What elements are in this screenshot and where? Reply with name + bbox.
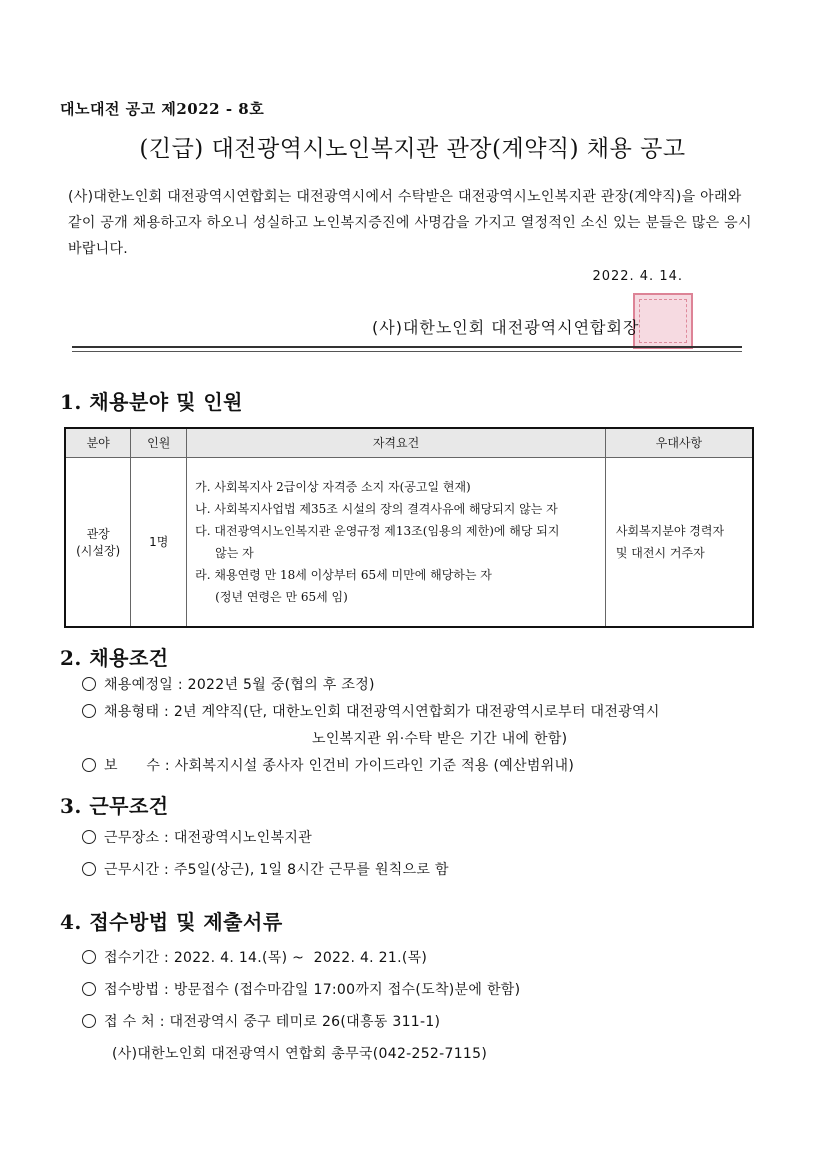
list-item <box>82 974 520 1006</box>
list-item-text: 근무장소 : 대전광역시노인복지관 <box>104 830 313 846</box>
intro-paragraph: (사)대한노인회 대전광역시연합회는 대전광역시에서 수탁받은 대전광역시노인복지관 관장(계약직)을 아래와 같이 공개 채용하고자 하오니 성실하고 노인복지증진에 사명감을 가지고 열정적인 소신 있는 분들은 많은 응시바랍니다. <box>68 189 752 257</box>
field-subname: (시설장) <box>76 543 121 558</box>
field-name: 관장 <box>86 526 110 541</box>
table-header: 인원 <box>131 428 187 457</box>
field-cell <box>65 457 131 627</box>
list-item-text: 근무시간 : 주5일(상근), 1일 8시간 근무를 원칙으로 함 <box>104 862 449 878</box>
requirement-item-continued: (정년 연령은 만 65세 임) <box>215 589 348 604</box>
employment-conditions-list <box>82 672 660 780</box>
preference-text: 및 대전시 거주자 <box>615 545 705 560</box>
table-header: 우대사항 <box>605 428 753 457</box>
table-header-row <box>65 428 753 457</box>
list-item <box>82 854 449 886</box>
requirements-table <box>64 427 754 628</box>
requirement-item: 나. 사회복지사업법 제35조 시설의 장의 결격사유에 해당되지 않는 자 <box>195 501 558 516</box>
preference-cell <box>605 457 753 627</box>
circle-bullet-icon <box>82 982 96 996</box>
list-item-continued: (사)대한노인회 대전광역시 연합회 총무국(042-252-7115) <box>112 1046 488 1062</box>
count-cell: 1명 <box>131 457 187 627</box>
divider-line <box>72 351 742 352</box>
list-item-text: 채용형태 : 2년 계약직(단, 대한노인회 대전광역시연합회가 대전광역시로부터 대전광역시 <box>104 704 660 720</box>
official-seal-icon <box>633 293 693 349</box>
circle-bullet-icon <box>82 704 96 718</box>
circle-bullet-icon <box>82 862 96 876</box>
document-number: 대노대전 공고 제2022 - 8호 <box>60 100 265 118</box>
circle-bullet-icon <box>82 677 96 691</box>
section-title-application-method: 4. 접수방법 및 제출서류 <box>60 910 283 934</box>
list-item-text: 보 수 : 사회복지시설 종사자 인건비 가이드라인 기준 적용 (예산범위내) <box>104 758 575 774</box>
document-title: (긴급) 대전광역시노인복지관 관장(계약직) 채용 공고 <box>139 136 686 162</box>
table-header: 분야 <box>65 428 131 457</box>
signer-name: (사)대한노인회 대전광역시연합회장 <box>372 318 640 337</box>
requirement-item: 가. 사회복지사 2급이상 자격증 소지 자(공고일 현재) <box>195 479 471 494</box>
circle-bullet-icon <box>82 758 96 772</box>
work-conditions-list <box>82 822 449 886</box>
list-item-text: 채용예정일 : 2022년 5월 중(협의 후 조정) <box>104 677 375 693</box>
list-item <box>82 753 660 780</box>
list-item <box>82 699 660 726</box>
list-item-text: 접수방법 : 방문접수 (접수마감일 17:00까지 접수(도착)분에 한함) <box>104 982 521 998</box>
list-item-text: 접 수 처 : 대전광역시 중구 테미로 26(대흥동 311-1) <box>104 1014 441 1030</box>
circle-bullet-icon <box>82 950 96 964</box>
section-title-recruitment-field: 1. 채용분야 및 인원 <box>60 390 244 414</box>
list-item <box>82 672 660 699</box>
table-header: 자격요건 <box>187 428 606 457</box>
requirement-item: 다. 대전광역시노인복지관 운영규정 제13조(임용의 제한)에 해당 되지 <box>195 523 560 538</box>
section-title-employment-conditions: 2. 채용조건 <box>60 646 169 670</box>
section-title-work-conditions: 3. 근무조건 <box>60 794 169 818</box>
preference-text: 사회복지분야 경력자 <box>615 523 725 538</box>
list-item-text: 접수기간 : 2022. 4. 14.(목) ~ 2022. 4. 21.(목) <box>104 950 428 966</box>
circle-bullet-icon <box>82 1014 96 1028</box>
list-item <box>82 942 520 974</box>
application-method-list <box>82 942 520 1070</box>
list-item <box>82 1006 520 1038</box>
table-row <box>65 457 753 627</box>
divider-line <box>72 346 742 348</box>
list-item-continued: 노인복지관 위·수탁 받은 기간 내에 한함) <box>312 731 568 747</box>
requirement-item-continued: 않는 자 <box>215 545 254 560</box>
circle-bullet-icon <box>82 830 96 844</box>
list-item <box>82 822 449 854</box>
requirements-cell <box>187 457 606 627</box>
announcement-date: 2022. 4. 14. <box>592 269 683 284</box>
requirement-item: 라. 채용연령 만 18세 이상부터 65세 미만에 해당하는 자 <box>195 567 492 582</box>
